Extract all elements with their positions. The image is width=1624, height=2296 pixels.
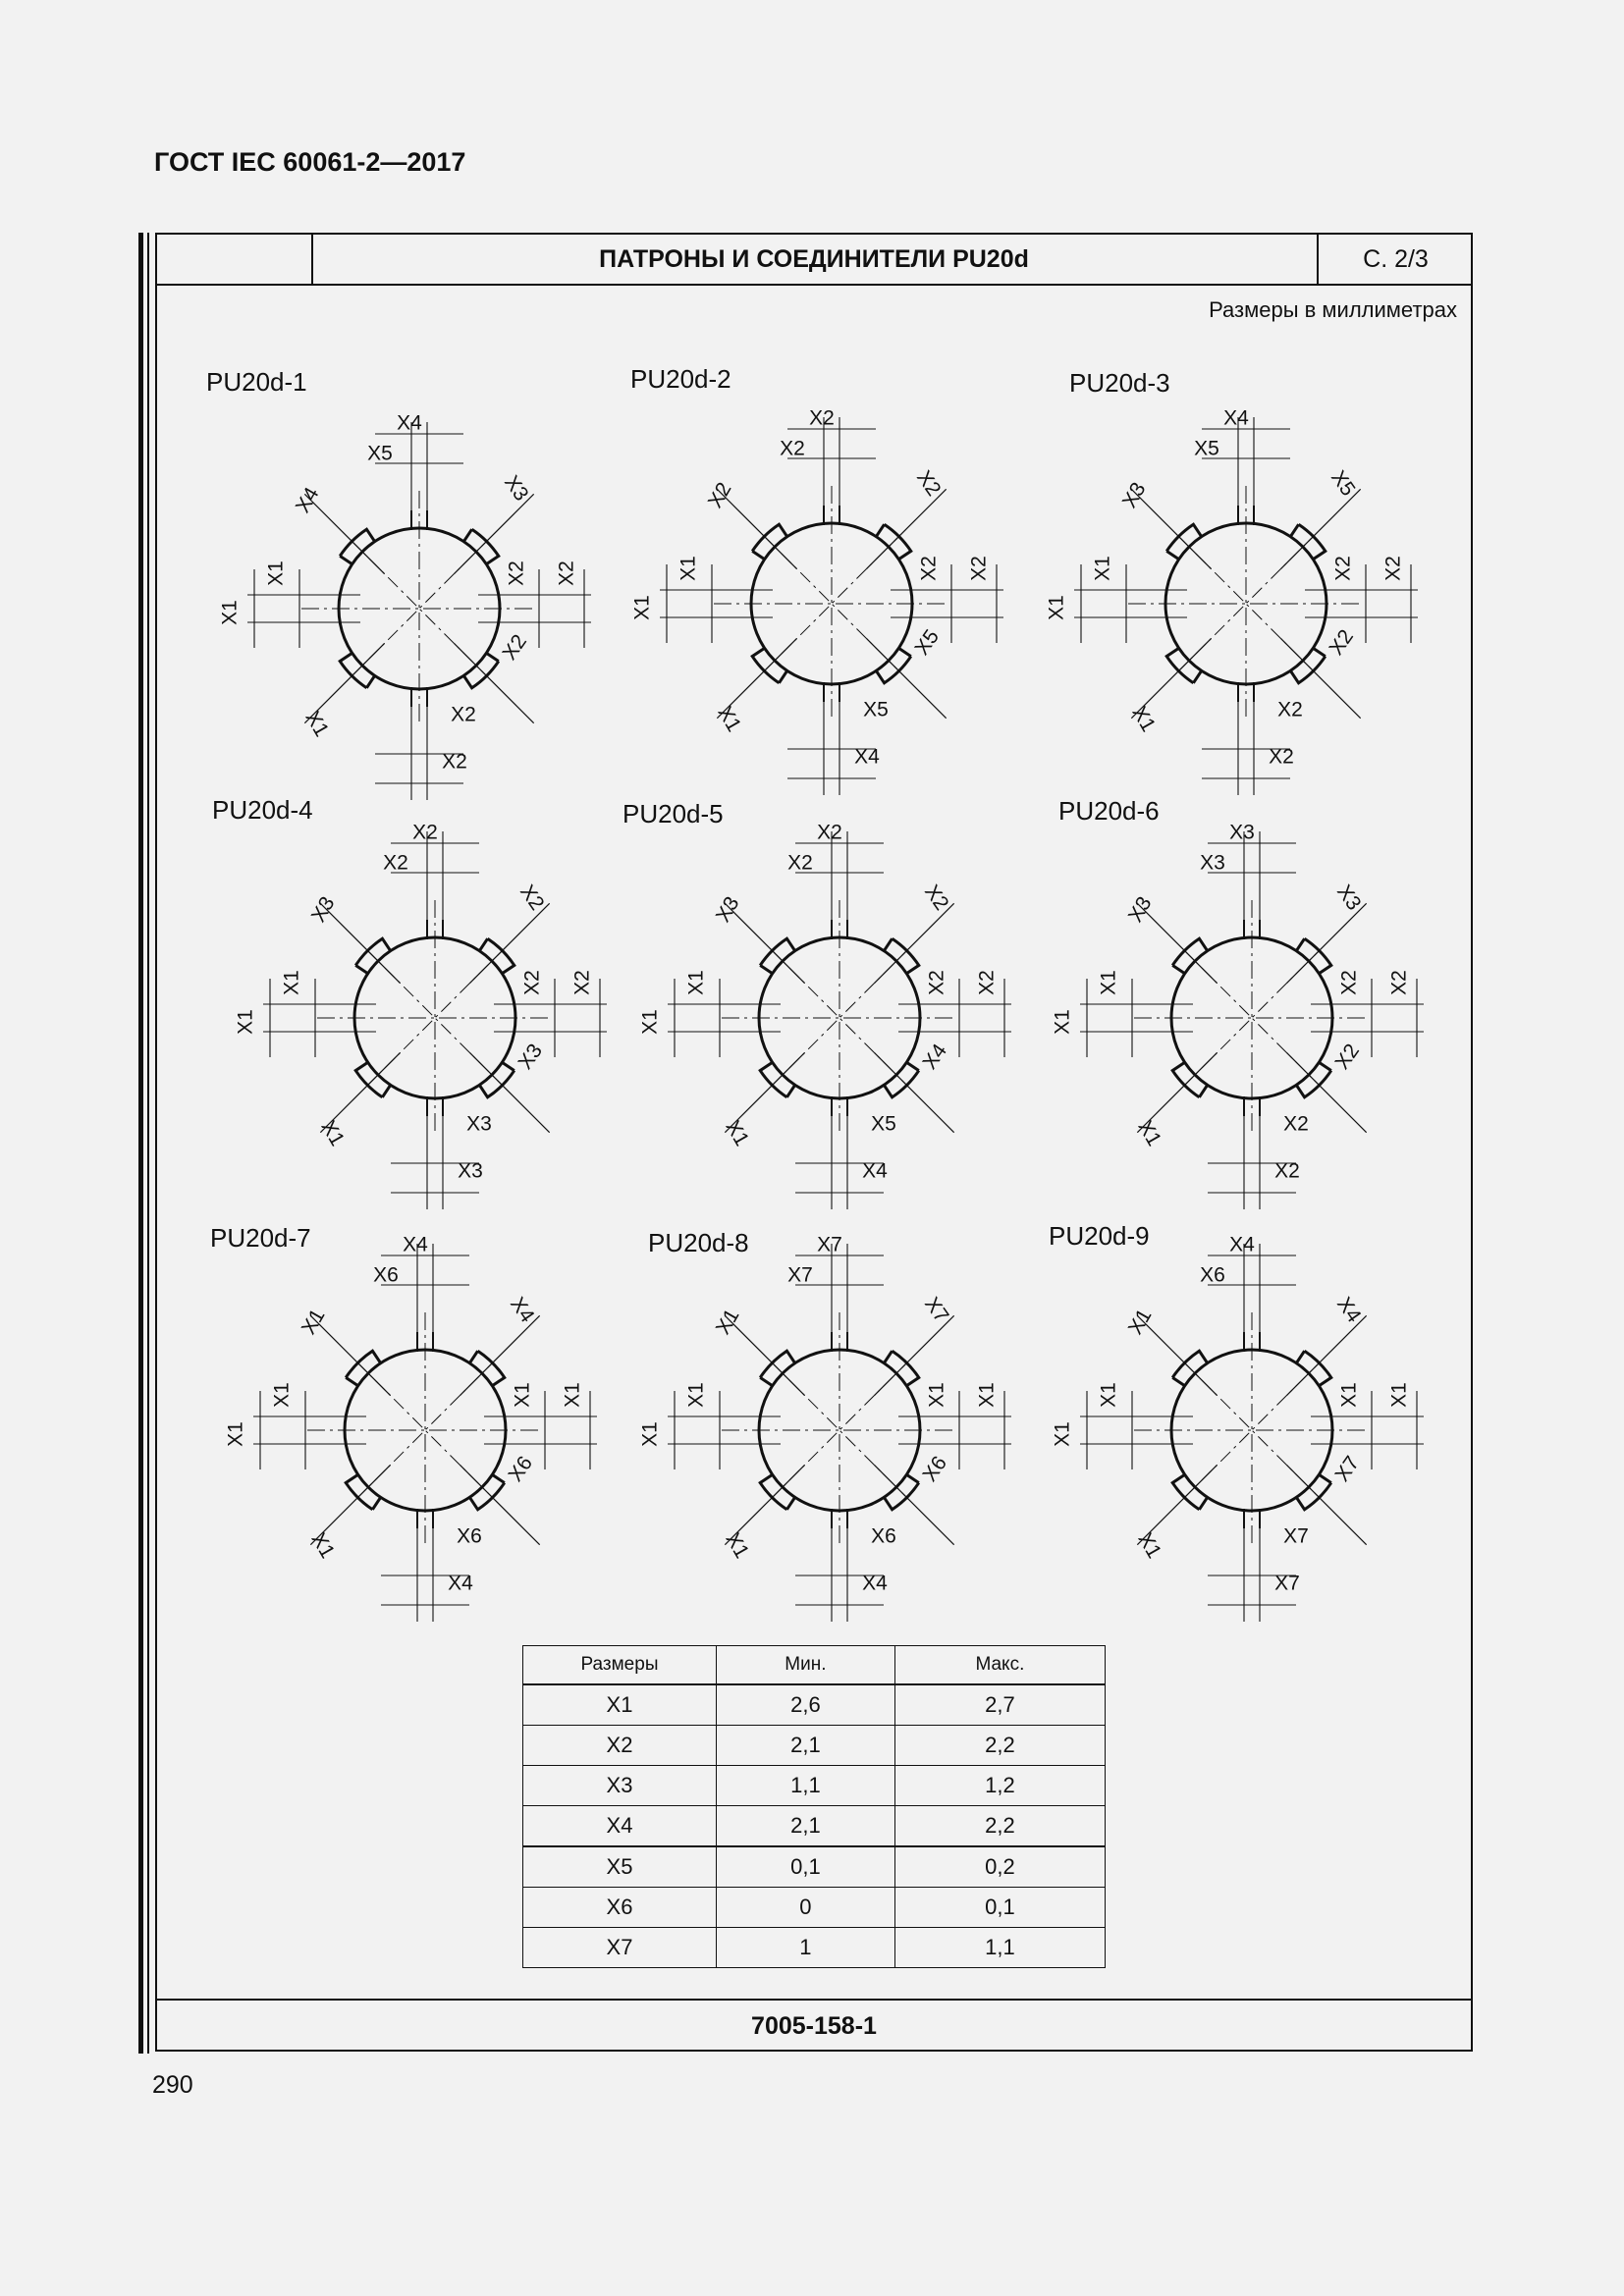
dimension-callout: X4 bbox=[291, 483, 324, 517]
dimension-callout: X2 bbox=[780, 437, 805, 460]
dimension-callout: X1 bbox=[630, 595, 654, 620]
table-cell: 2,1 bbox=[717, 1726, 895, 1766]
sheet-page: С. 2/3 bbox=[1317, 235, 1473, 284]
dimension-callout: X2 bbox=[1274, 1159, 1300, 1183]
dimension-callout: X4 bbox=[918, 1040, 952, 1074]
dimension-callout: X5 bbox=[910, 625, 945, 660]
dimension-callout: X3 bbox=[306, 892, 340, 927]
dimension-callout: X2 bbox=[1269, 745, 1294, 769]
dimension-callout: X6 bbox=[504, 1452, 538, 1486]
dimension-callout: X1 bbox=[925, 1382, 948, 1408]
dimension-callout: X1 bbox=[721, 1116, 754, 1150]
dimension-callout: X2 bbox=[1283, 1112, 1309, 1136]
dimension-callout: X1 bbox=[561, 1382, 584, 1408]
diagram-label: PU20d-7 bbox=[210, 1223, 311, 1253]
dimension-callout: X2 bbox=[817, 821, 842, 844]
diagram-label: PU20d-1 bbox=[206, 367, 307, 397]
dimension-callout: X1 bbox=[1123, 1305, 1157, 1339]
dimension-callout: X3 bbox=[466, 1112, 492, 1136]
dimension-callout: X6 bbox=[1200, 1263, 1225, 1287]
dimension-callout: X1 bbox=[1097, 1382, 1120, 1408]
dimension-callout: X6 bbox=[871, 1524, 896, 1548]
dimension-callout: X1 bbox=[300, 707, 334, 741]
dimension-callout: X2 bbox=[383, 851, 408, 875]
dimension-callout: X1 bbox=[684, 970, 708, 995]
dimension-callout: X1 bbox=[1133, 1116, 1166, 1150]
dimension-callout: X3 bbox=[514, 1040, 548, 1074]
dimension-callout: X4 bbox=[397, 411, 422, 435]
dimension-callout: X1 bbox=[316, 1116, 350, 1150]
dimension-callout: X1 bbox=[975, 1382, 999, 1408]
table-cell: 2,2 bbox=[894, 1726, 1105, 1766]
dimension-callout: X2 bbox=[809, 406, 835, 430]
dimension-callout: X2 bbox=[1387, 970, 1411, 995]
table-cell: X5 bbox=[523, 1846, 717, 1888]
dimension-callout: X4 bbox=[862, 1572, 888, 1595]
dimension-callout: X6 bbox=[373, 1263, 399, 1287]
dimension-callout: X1 bbox=[638, 1421, 662, 1447]
dimension-callout: X2 bbox=[1277, 698, 1303, 721]
dimension-callout: X3 bbox=[458, 1159, 483, 1183]
diagram-label: PU20d-3 bbox=[1069, 368, 1170, 398]
dimension-callout: X4 bbox=[854, 745, 880, 769]
dimension-callout: X2 bbox=[570, 970, 594, 995]
dimension-callout: X4 bbox=[1223, 406, 1249, 430]
diagram-label: PU20d-5 bbox=[623, 799, 724, 828]
dimension-callout: X7 bbox=[1283, 1524, 1309, 1548]
table-cell: X1 bbox=[523, 1684, 717, 1726]
table-header: Мин. bbox=[717, 1646, 895, 1685]
dimension-callout: X2 bbox=[917, 556, 941, 581]
dimension-callout: X5 bbox=[1194, 437, 1219, 460]
dimension-callout: X2 bbox=[505, 561, 528, 586]
dimension-callout: X4 bbox=[1229, 1233, 1255, 1256]
units-note: Размеры в миллиметрах bbox=[1209, 297, 1457, 322]
dimension-callout: X1 bbox=[1045, 595, 1068, 620]
dimension-callout: X1 bbox=[1097, 970, 1120, 995]
dimension-callout: X5 bbox=[863, 698, 889, 721]
dimension-callout: X1 bbox=[224, 1421, 247, 1447]
table-cell: 0,2 bbox=[894, 1846, 1105, 1888]
dimension-callout: X1 bbox=[1051, 1009, 1074, 1035]
page-number: 290 bbox=[152, 2071, 193, 2099]
dimension-callout: X4 bbox=[505, 1293, 539, 1327]
dimension-callout: X6 bbox=[918, 1452, 952, 1486]
dimension-callout: X2 bbox=[520, 970, 544, 995]
dimension-callout: X1 bbox=[1337, 1382, 1361, 1408]
dimension-callout: X7 bbox=[787, 1263, 813, 1287]
dimension-callout: X2 bbox=[451, 703, 476, 726]
table-cell: X7 bbox=[523, 1928, 717, 1968]
dimension-callout: X4 bbox=[448, 1572, 473, 1595]
dimension-callout: X1 bbox=[234, 1009, 257, 1035]
dimension-callout: X1 bbox=[1091, 556, 1114, 581]
dimension-callout: X5 bbox=[367, 442, 393, 465]
table-cell: 2,2 bbox=[894, 1806, 1105, 1847]
table-cell: 2,6 bbox=[717, 1684, 895, 1726]
dimension-callout: X3 bbox=[1200, 851, 1225, 875]
table-cell: 1,1 bbox=[717, 1766, 895, 1806]
dimension-callout: X2 bbox=[975, 970, 999, 995]
dimension-callout: X1 bbox=[1133, 1528, 1166, 1563]
dimension-callout: X1 bbox=[297, 1305, 330, 1339]
dimension-callout: X2 bbox=[925, 970, 948, 995]
dimension-callout: X2 bbox=[1331, 556, 1355, 581]
dimension-callout: X2 bbox=[1330, 1040, 1365, 1074]
dimension-callout: X2 bbox=[911, 466, 946, 501]
table-header: Размеры bbox=[523, 1646, 717, 1685]
table-cell: 0 bbox=[717, 1888, 895, 1928]
dimension-callout: X2 bbox=[787, 851, 813, 875]
dimension-callout: X3 bbox=[1123, 892, 1157, 927]
dimension-callout: X7 bbox=[817, 1233, 842, 1256]
dimension-callout: X1 bbox=[218, 600, 242, 625]
diagram-label: PU20d-9 bbox=[1049, 1221, 1150, 1251]
sheet-title: ПАТРОНЫ И СОЕДИНИТЕЛИ PU20d bbox=[599, 245, 1029, 273]
dimension-callout: X7 bbox=[919, 1293, 953, 1327]
dimension-callout: X1 bbox=[280, 970, 303, 995]
dimension-callout: X3 bbox=[1117, 478, 1151, 512]
dimension-callout: X1 bbox=[1127, 702, 1161, 736]
dimension-callout: X4 bbox=[862, 1159, 888, 1183]
dimension-callout: X1 bbox=[1051, 1421, 1074, 1447]
diagram-label: PU20d-4 bbox=[212, 795, 313, 825]
table-cell: 1,1 bbox=[894, 1928, 1105, 1968]
dimension-callout: X2 bbox=[442, 750, 467, 774]
dimension-callout: X3 bbox=[1331, 881, 1366, 915]
diagram-label: PU20d-8 bbox=[648, 1228, 749, 1257]
table-cell: 1,2 bbox=[894, 1766, 1105, 1806]
table-cell: 2,1 bbox=[717, 1806, 895, 1847]
dimension-callout: X4 bbox=[1331, 1293, 1366, 1327]
table-cell: X3 bbox=[523, 1766, 717, 1806]
dimension-callout: X2 bbox=[514, 881, 549, 915]
dimension-callout: X2 bbox=[555, 561, 578, 586]
dimension-callout: X2 bbox=[919, 881, 953, 915]
diagram-label: PU20d-2 bbox=[630, 364, 731, 394]
table-cell: 1 bbox=[717, 1928, 895, 1968]
dimension-callout: X2 bbox=[1325, 625, 1359, 660]
dimension-callout: X7 bbox=[1274, 1572, 1300, 1595]
dimension-callout: X1 bbox=[677, 556, 700, 581]
dimension-callout: X1 bbox=[684, 1382, 708, 1408]
table-cell: X4 bbox=[523, 1806, 717, 1847]
dimension-callout: X3 bbox=[711, 892, 744, 927]
dimension-callout: X1 bbox=[711, 1305, 744, 1339]
dimension-callout: X1 bbox=[1387, 1382, 1411, 1408]
dimension-callout: X2 bbox=[1381, 556, 1405, 581]
dimension-callout: X4 bbox=[403, 1233, 428, 1256]
table-cell: 0,1 bbox=[717, 1846, 895, 1888]
dimension-callout: X2 bbox=[967, 556, 991, 581]
dimension-callout: X1 bbox=[264, 561, 288, 586]
dimension-callout: X2 bbox=[498, 630, 532, 665]
table-header: Макс. bbox=[894, 1646, 1105, 1685]
dimension-callout: X3 bbox=[1229, 821, 1255, 844]
table-cell: 0,1 bbox=[894, 1888, 1105, 1928]
table-cell: X2 bbox=[523, 1726, 717, 1766]
standard-header: ГОСТ IEC 60061-2—2017 bbox=[154, 147, 466, 177]
dimension-callout: X1 bbox=[270, 1382, 294, 1408]
dimension-callout: X2 bbox=[1337, 970, 1361, 995]
dimension-callout: X3 bbox=[499, 471, 533, 506]
dimension-callout: X7 bbox=[1330, 1452, 1365, 1486]
table-cell: 2,7 bbox=[894, 1684, 1105, 1726]
dimension-callout: X1 bbox=[721, 1528, 754, 1563]
dimension-callout: X1 bbox=[638, 1009, 662, 1035]
dimension-callout: X1 bbox=[306, 1528, 340, 1563]
table-cell: X6 bbox=[523, 1888, 717, 1928]
diagram-label: PU20d-6 bbox=[1058, 796, 1160, 826]
dimension-callout: X2 bbox=[412, 821, 438, 844]
dimension-callout: X1 bbox=[511, 1382, 534, 1408]
dimension-callout: X5 bbox=[871, 1112, 896, 1136]
dimension-callout: X2 bbox=[703, 478, 736, 512]
sheet-number: 7005-158-1 bbox=[157, 1999, 1471, 2050]
dimension-callout: X5 bbox=[1326, 466, 1360, 501]
dimension-callout: X1 bbox=[713, 702, 746, 736]
dimension-callout: X6 bbox=[457, 1524, 482, 1548]
